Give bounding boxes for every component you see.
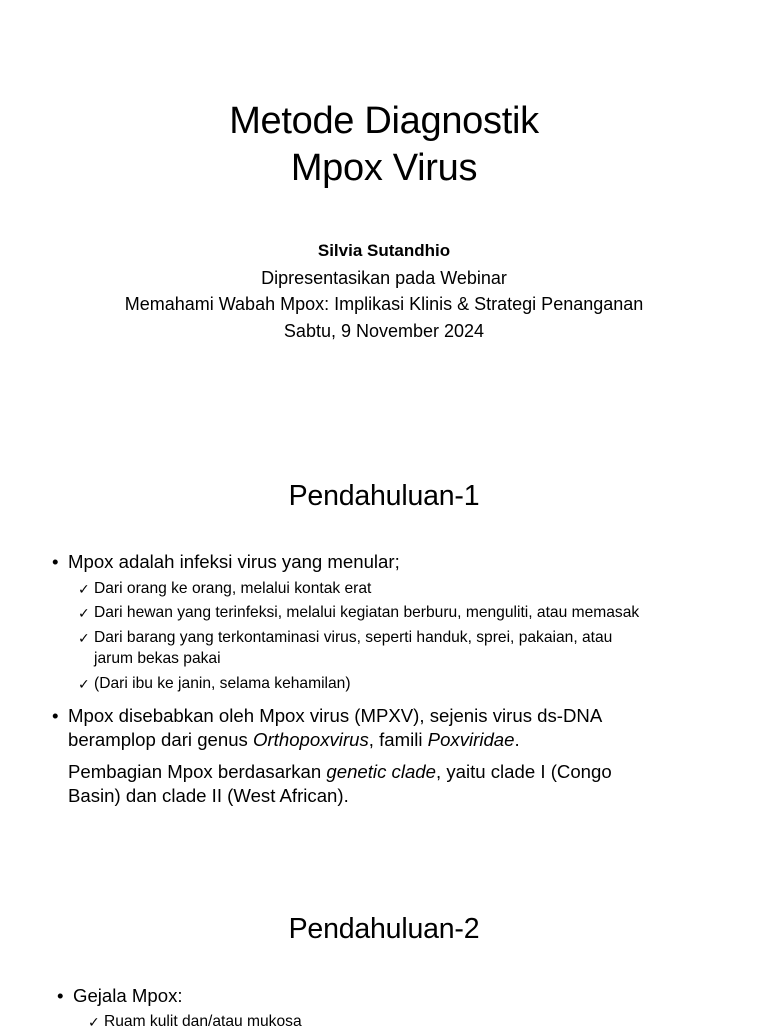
title-line-2: Mpox Virus [290, 147, 478, 189]
bullet-icon: • [52, 705, 59, 726]
check-icon: ✓ [78, 676, 90, 692]
presentation-subtitle [0, 238, 768, 344]
slide-title-pendahuluan-1: Pendahuluan-1 [288, 480, 480, 512]
sub-list-item [78, 674, 728, 695]
slide-title-pendahuluan-2: Pendahuluan-2 [288, 913, 480, 945]
list-item [52, 550, 732, 574]
check-icon: ✓ [78, 581, 90, 597]
sub-bullet-text: (Dari ibu ke janin, selama kehamilan) [94, 675, 351, 692]
bullet-text [52, 704, 732, 752]
sub-bullet-text: Dari orang ke orang, melalui kontak erat [94, 580, 372, 597]
bullet-text: Gejala Mpox: [73, 985, 183, 1006]
bullet-icon: • [52, 551, 59, 572]
check-icon: ✓ [88, 1014, 100, 1030]
check-icon: ✓ [78, 630, 90, 646]
subtitle-line-2: Memahami Wabah Mpox: Implikasi Klinis & Strategi Penanganan [124, 294, 644, 314]
genus-name: Orthopoxvirus [253, 729, 369, 750]
list-item [52, 704, 732, 752]
bullet-line-1: Mpox disebabkan oleh Mpox virus (MPXV), sejenis virus ds-DNA [68, 705, 603, 726]
list-item [57, 984, 737, 1008]
subtitle-date: Sabtu, 9 November 2024 [283, 320, 485, 341]
bullet-text: Mpox adalah infeksi virus yang menular; [68, 551, 400, 572]
presentation-title [0, 98, 768, 192]
sub-list-item [78, 628, 728, 669]
bullet-line-2-part: beramplop dari genus [68, 729, 254, 750]
paragraph [68, 760, 698, 808]
bullet-icon: • [57, 985, 64, 1006]
sub-list-item [88, 1012, 738, 1033]
sub-bullet-text: Ruam kulit dan/atau mukosa [104, 1013, 302, 1030]
paragraph-part: Pembagian Mpox berdasarkan [68, 761, 327, 782]
check-icon: ✓ [78, 605, 90, 621]
sub-bullet-text [78, 628, 728, 669]
bullet-line-2-part: . [514, 729, 520, 750]
sub-bullet-line-1: Dari barang yang terkontaminasi virus, seperti handuk, sprei, pakaian, atau [94, 629, 613, 646]
subtitle-line-1: Dipresentasikan pada Webinar [261, 267, 507, 288]
sub-list-item [78, 603, 728, 624]
sub-bullet-line-2: jarum bekas pakai [94, 649, 221, 667]
bullet-line-2-part: , famili [368, 729, 428, 750]
paragraph-line-2: Basin) dan clade II (West African). [68, 785, 349, 806]
family-name: Poxviridae [427, 729, 515, 750]
title-line-1: Metode Diagnostik [229, 100, 539, 142]
sub-list-item [78, 579, 728, 600]
author-name: Silvia Sutandhio [317, 241, 451, 260]
paragraph-part: , yaitu clade I (Congo [435, 761, 612, 782]
sub-bullet-text: Dari hewan yang terinfeksi, melalui kegiatan berburu, menguliti, atau memasak [94, 604, 640, 621]
genetic-clade-term: genetic clade [326, 761, 436, 782]
